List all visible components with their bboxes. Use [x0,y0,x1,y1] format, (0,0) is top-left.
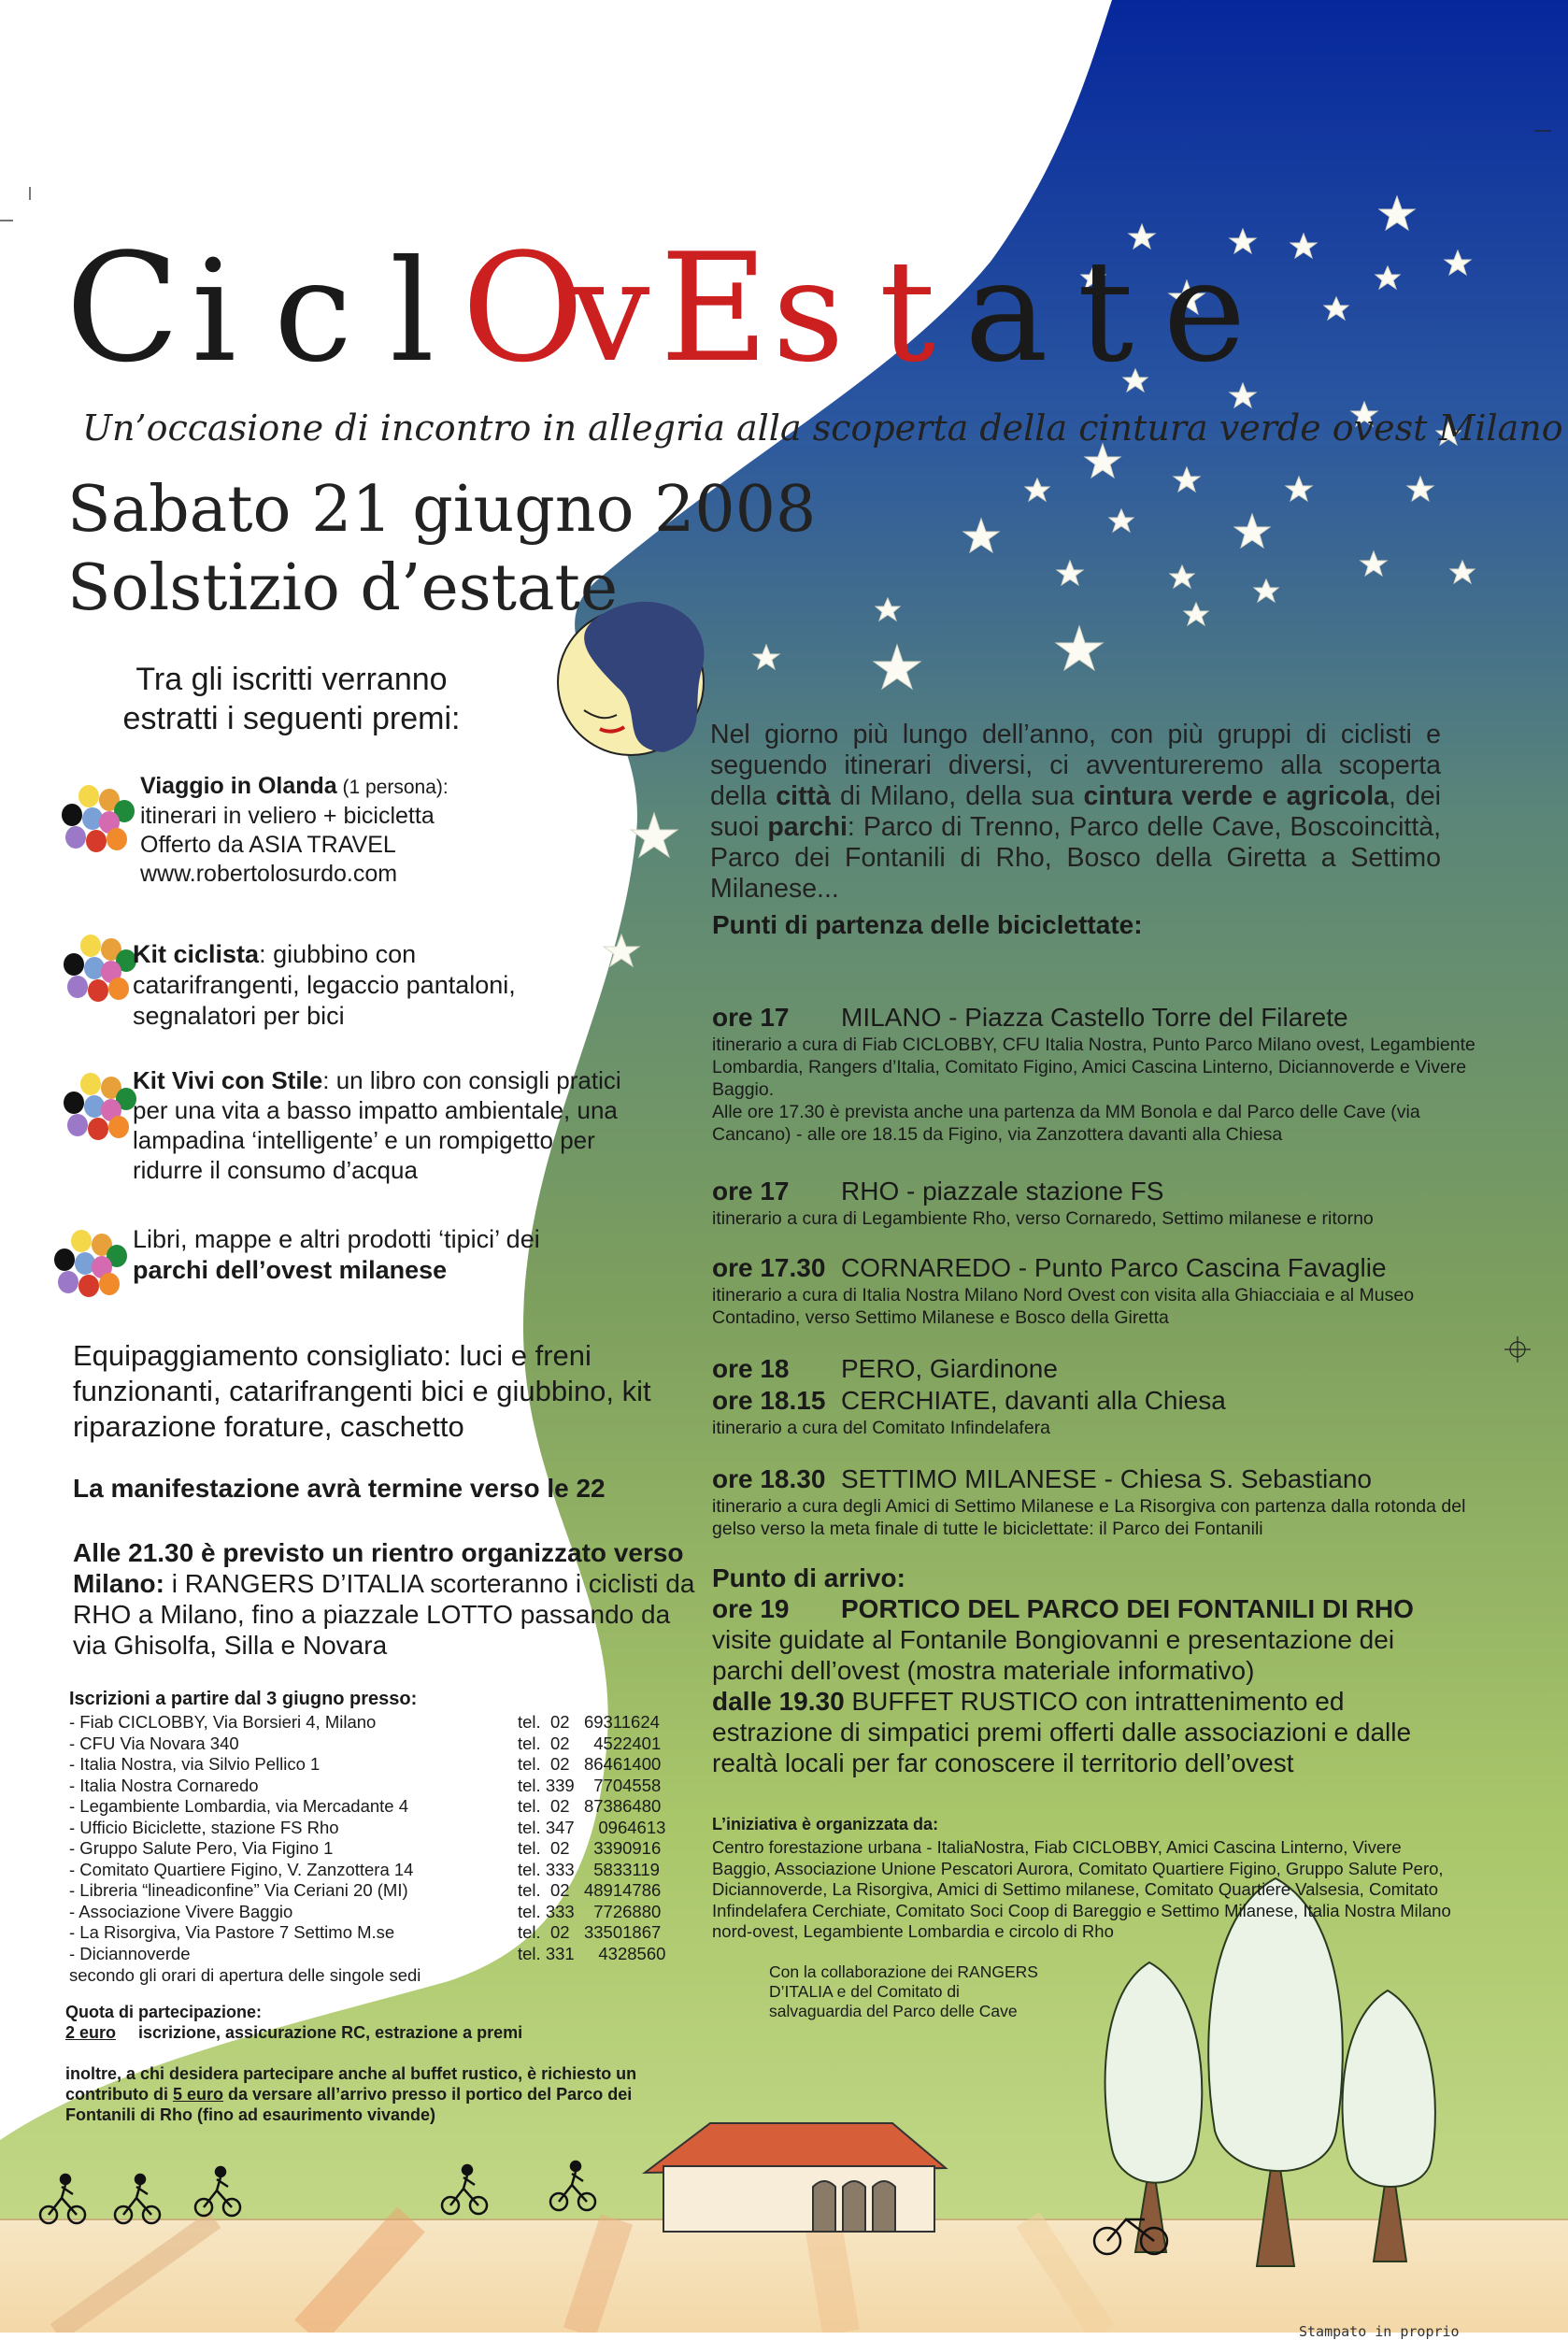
prize-cyclist-kit [133,939,525,1032]
prize-trip-line: itinerari in veliero + bicicletta [140,803,435,829]
departure-place: PERO, Giardinone [841,1354,1058,1383]
list-item [69,1776,686,1797]
departure-milano [712,1002,1478,1146]
return-note-text: i RANGERS D’ITALIA scorteranno i ciclisti da RHO a Milano, fino a piazzale LOTTO passando da via Ghisolfa, Silla e Novara [73,1569,695,1660]
fee-price: 2 euro [65,2023,117,2042]
equipment-advice: Equipaggiamento consigliato: luci e freni funzionanti, catarifrangenti bici e giubbino, kit riparazione forature, caschetto [73,1339,651,1443]
prize-cyclist-kit-name: Kit ciclista [133,940,260,968]
prize-trip-note: (1 persona): [336,777,449,798]
registration-phone: tel. 347 0964613 [518,1817,666,1837]
registration-place: - Associazione Vivere Baggio [69,1901,293,1921]
departure-time: ore 18 [712,1354,790,1383]
prizes-intro: Tra gli iscritti verranno estratti i seguenti premi: [122,662,461,736]
departure-pero-cerchiate [712,1353,1478,1439]
title-letter: t [878,231,936,393]
departure-place: SETTIMO MILANESE - Chiesa S. Sebastiano [841,1464,1372,1493]
organizers-list: Centro forestazione urbana - ItaliaNostra, Fiab CICLOBBY, Amici Cascina Linterno, Vivere Baggio, Associazione Unione Pescatori Aurora, Comitato Quartiere Figino, Gruppo Salute Pero, Diciannoverde, La Risorgiva, Amici di Settimo milanese, Comitato Quartiere Valsesia, Comitato Infindelafera Cerchiate, Comitato Soci Coop di Bareggio e Settimo Milanese, Italia Nostra Milano nord-ovest, Legambiente Lombardia e circolo di Rho [712,1837,1451,1941]
list-item [69,1838,686,1860]
buffet-description: BUFFET RUSTICO con intrattenimento ed estrazione di simpatici premi offerti dalle associazioni e dalle realtà locali per far conoscere il territorio dell’ovest [712,1687,1412,1777]
intro-bold: città [776,781,831,811]
title-letter: e [1162,231,1247,393]
intro-text: , dei suoi [710,781,1441,842]
confetti-icon [62,785,138,852]
prize-cyclist-kit-text: : giubbino con catarifrangenti, legaccio pantaloni, segnalatori per bici [133,940,516,1030]
intro-bold: parchi [767,812,848,842]
buffet-fee-text: inoltre, a chi desidera partecipare anche al buffet rustico, è richiesto un contributo di [65,2064,637,2104]
buffet-fee-price: 5 euro [172,2085,224,2104]
list-item [69,1818,686,1839]
buffet-fee-note [65,2063,682,2125]
departure-rho [712,1176,1478,1230]
list-item [69,1902,686,1923]
registration-place: - Italia Nostra, via Silvio Pellico 1 [69,1754,321,1774]
departure-place: CORNAREDO - Punto Parco Cascina Favaglie [841,1253,1387,1282]
prize-lifestyle-kit-text: : un libro con consigli pratici per una vita a basso impatto ambientale, una lampadina ‘intelligente’ e un rompigetto per ridurre il consumo d’acqua [133,1066,621,1184]
title-letter: s [772,231,845,393]
confetti-icon [54,1230,131,1297]
arrival-time: ore 19 [712,1594,790,1623]
list-item [69,1944,686,1965]
list-item [69,1860,686,1881]
title-letter: v [570,231,650,393]
fee-heading: Quota di partecipazione: [65,2003,263,2021]
registrations-note: secondo gli orari di apertura delle singole sedi [69,1965,421,1985]
departure-description: itinerario a cura di Legambiente Rho, verso Cornaredo, Settimo milanese e ritorno [712,1208,1374,1229]
registration-phone: tel. 02 4522401 [518,1733,662,1753]
prize-lifestyle-kit [133,1065,628,1185]
departure-time: ore 17.30 [712,1253,826,1282]
title-letter: c [273,231,352,393]
list-item [69,1796,686,1818]
ground [0,2219,1568,2333]
return-note [73,1537,708,1661]
registration-place: - Ufficio Biciclette, stazione FS Rho [69,1817,339,1837]
departures-heading: Punti di partenza delle biciclettate: [712,910,1143,939]
list-item [69,1712,686,1734]
organizers-heading: L’iniziativa è organizzata da: [712,1815,939,1833]
departure-place: RHO - piazzale stazione FS [841,1177,1164,1206]
registration-place: - Libreria “lineadiconfine” Via Ceriani 20 (MI) [69,1880,408,1900]
departure-description: itinerario a cura di Italia Nostra Milano Nord Ovest con visita alla Ghiacciaia e al Museo Contadino, verso Settimo Milanese e Bosco della Giretta [712,1285,1415,1328]
intro-text: : Parco di Trenno, Parco delle Cave, Boscoincittà, Parco dei Fontanili di Rho, Bosco della Giretta a Settimo Milanese... [710,812,1441,904]
title-letter: C [65,221,180,395]
intro-text: Nel giorno più lungo dell’anno, con più gruppi di ciclisti e seguendo itinerari diversi, ci avventureremo alla scoperta della [710,720,1441,811]
departure-time: ore 18.15 [712,1386,826,1415]
confetti-icon [64,1073,140,1140]
printed-note: Stampato in proprio [1299,2323,1460,2340]
title-letter: i [192,231,236,393]
departure-description: Alle ore 17.30 è prevista anche una partenza da MM Bonola e dal Parco delle Cave (via Cancano) - alle ore 18.15 da Figino, via Zanzottera davanti alla Chiesa [712,1102,1420,1145]
registration-place: - Italia Nostra Cornaredo [69,1775,259,1795]
collaboration-note: Con la collaborazione dei RANGERS D’ITALIA e del Comitato di salvaguardia del Parco delle Cave [769,1962,1038,2020]
event-date: Sabato 21 giugno 2008 [67,473,817,547]
registration-phone: tel. 331 4328560 [518,1943,666,1963]
departure-time: ore 17 [712,1177,790,1206]
list-item [69,1754,686,1776]
registrations-heading: Iscrizioni a partire dal 3 giugno presso: [69,1689,418,1709]
registrations-list [69,1712,686,1964]
intro-text: di Milano, della sua [830,781,1084,811]
registration-phone: tel. 339 7704558 [518,1775,662,1795]
prize-books-bold: parchi dell’ovest milanese [133,1256,448,1284]
arrival-heading: Punto di arrivo: [712,1563,905,1592]
departure-description: itinerario a cura degli Amici di Settimo Milanese e La Risorgiva con partenza dalla rotonda del gelso verso la meta finale di tutte le biciclettate: il Parco dei Fontanili [712,1496,1466,1539]
registration-phone: tel. 333 5833119 [518,1859,660,1879]
registration-place: - La Risorgiva, Via Pastore 7 Settimo M.se [69,1922,395,1942]
registration-phone: tel. 02 33501867 [518,1922,662,1942]
intro-bold: cintura verde e agricola [1083,781,1389,811]
poster-title [65,221,1254,395]
list-item [69,1922,686,1944]
title-letter: E [660,221,769,395]
title-letter: l [390,231,435,393]
return-note-bold: Alle 21.30 è previsto un rientro organizzato verso Milano: [73,1538,684,1598]
title-letter: t [1076,231,1134,393]
prize-trip-line: Offerto da ASIA TRAVEL [140,832,396,858]
buffet-fee-text: da versare all’arrivo presso il portico del Parco dei Fontanili di Rho (fino ad esaurimento vivande) [65,2085,633,2124]
title-letter: O [462,221,585,395]
title-letter: a [964,231,1048,393]
departure-place: CERCHIATE, davanti alla Chiesa [841,1386,1226,1415]
prize-lifestyle-kit-name: Kit Vivi con Stile [133,1066,323,1094]
prize-trip-website: www.robertolosurdo.com [140,861,398,887]
registration-phone: tel. 02 69311624 [518,1712,660,1732]
departure-description: itinerario a cura di Fiab CICLOBBY, CFU Italia Nostra, Punto Parco Milano ovest, Legambiente Lombardia, Rangers d’Italia, Comitato Figino, Amici Cascina Linterno, Diciannoverde e Vivere Baggio. [712,1034,1475,1100]
registration-phone: tel. 02 3390916 [518,1838,662,1858]
participation-fee [65,2002,522,2043]
registration-place: - CFU Via Novara 340 [69,1733,239,1753]
registration-place: - Gruppo Salute Pero, Via Figino 1 [69,1838,334,1858]
registration-place: - Legambiente Lombardia, via Mercadante 4 [69,1796,409,1816]
registration-phone: tel. 02 86461400 [518,1754,662,1774]
prize-trip-name: Viaggio in Olanda [140,773,337,799]
arrival-point [712,1562,1460,1778]
registration-place: - Comitato Quartiere Figino, V. Zanzottera 14 [69,1859,414,1879]
confetti-icon [64,935,140,1002]
registration-place: - Diciannoverde [69,1943,191,1963]
prize-trip [140,772,701,889]
fee-description: iscrizione, assicurazione RC, estrazione a premi [138,2023,523,2042]
departure-cornaredo [712,1252,1478,1329]
subtitle: Un’occasione di incontro in allegria alla scoperta della cintura verde ovest Milano [82,407,1563,449]
arrival-description: visite guidate al Fontanile Bongiovanni e presentazione dei parchi dell’ovest (mostra materiale informativo) [712,1625,1395,1685]
departure-time: ore 18.30 [712,1464,826,1493]
end-time-note: La manifestazione avrà termine verso le 22 [73,1474,606,1503]
buffet-time: dalle 19.30 [712,1687,845,1716]
list-item [69,1880,686,1902]
farmhouse [645,2123,946,2232]
registration-phone: tel. 02 48914786 [518,1880,662,1900]
list-item [69,1734,686,1755]
prize-books [133,1224,544,1286]
departure-time: ore 17 [712,1003,790,1032]
registration-place: - Fiab CICLOBBY, Via Borsieri 4, Milano [69,1712,377,1732]
arrival-place: PORTICO DEL PARCO DEI FONTANILI DI RHO [841,1594,1414,1623]
prize-books-text: Libri, mappe e altri prodotti ‘tipici’ dei [133,1225,540,1253]
solstice-heading: Solstizio d’estate [67,551,619,625]
registration-phone: tel. 333 7726880 [518,1901,662,1921]
event-intro [710,720,1441,905]
departure-settimo [712,1463,1478,1540]
departure-description: itinerario a cura del Comitato Infindelafera [712,1418,1051,1438]
departure-place: MILANO - Piazza Castello Torre del Filarete [841,1003,1348,1032]
registration-phone: tel. 02 87386480 [518,1796,662,1816]
